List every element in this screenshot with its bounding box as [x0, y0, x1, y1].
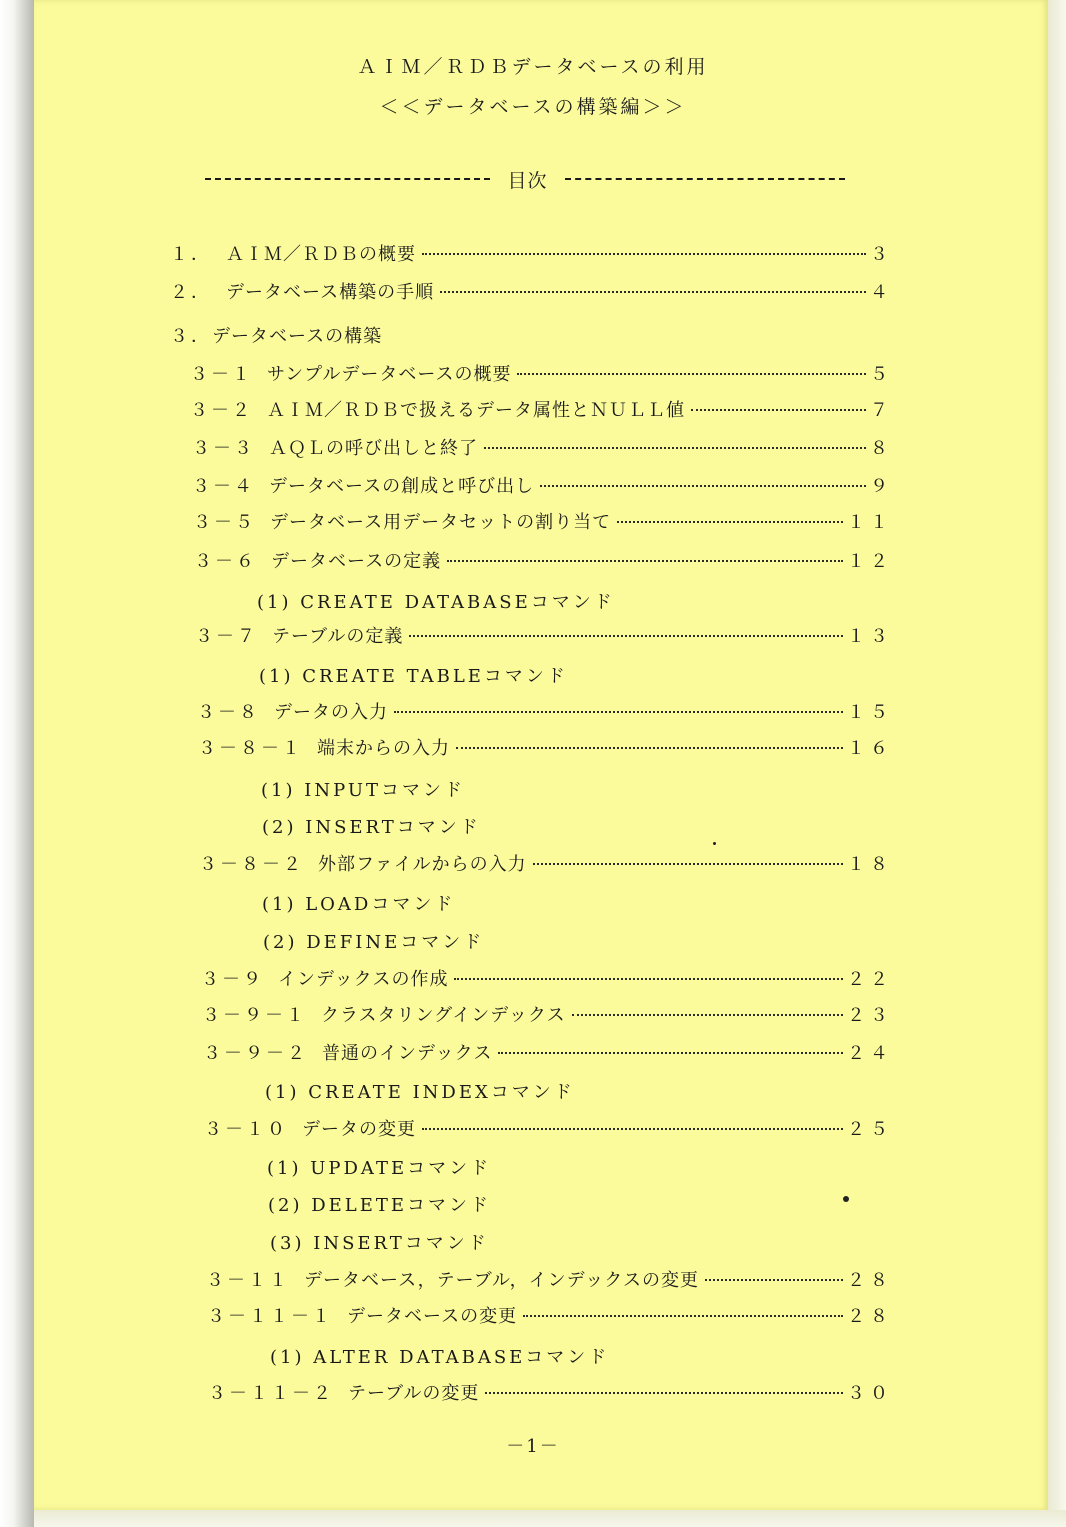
toc-entry	[201, 965, 893, 989]
toc-entry	[203, 1039, 893, 1063]
toc-entry-page: １８	[847, 854, 893, 875]
toc-entry-page: ９	[870, 476, 893, 497]
toc-entry-label: データベースの構築	[212, 326, 383, 347]
toc-dot-leader	[617, 521, 843, 523]
toc-entry	[198, 734, 893, 758]
toc-entry-page: ３	[870, 244, 893, 265]
toc-dot-leader	[422, 1128, 843, 1130]
toc-entry-number: ３－１０	[204, 1119, 288, 1140]
toc-entry	[170, 278, 893, 302]
toc-entry	[195, 622, 893, 646]
page-number: －1－	[506, 1436, 560, 1457]
toc-entry-label: (1) INPUTコマンド	[261, 780, 466, 801]
toc-entry	[270, 1343, 609, 1367]
toc-entry	[190, 396, 893, 420]
document-title: ＡＩＭ／ＲＤＢデータベースの利用	[357, 56, 709, 78]
toc-entry-label: インデックスの作成	[278, 969, 449, 990]
toc-dot-leader	[394, 711, 843, 713]
toc-entry-page: ５	[870, 364, 893, 385]
toc-entry-label: 外部ファイルからの入力	[318, 854, 527, 875]
toc-entry-number: ３－９－２	[203, 1043, 308, 1064]
toc-entry-label: (1) LOADコマンド	[262, 894, 456, 915]
toc-entry	[193, 508, 893, 532]
toc-entry-number: ３－１１	[206, 1270, 290, 1291]
toc-entry	[262, 890, 455, 914]
toc-entry-page: ８	[870, 438, 893, 459]
toc-dot-leader	[454, 978, 843, 980]
toc-entry-label: データの入力	[274, 702, 388, 723]
toc-entry-label: ＡＩＭ／ＲＤＢで扱えるデータ属性とＮＵＬＬ値	[267, 400, 685, 421]
toc-entry-label: ＡＱＬの呼び出しと終了	[269, 438, 478, 459]
toc-entry-label: (1) UPDATEコマンド	[267, 1158, 492, 1179]
scan-speck	[713, 842, 716, 845]
toc-entry-number: ３－６	[194, 551, 257, 572]
toc-entry-number: １．	[170, 244, 212, 265]
toc-dot-leader	[540, 485, 866, 487]
toc-entry-number: ３－１１－１	[207, 1306, 333, 1327]
toc-entry-page: １２	[847, 551, 893, 572]
scan-speck	[843, 1196, 849, 1202]
toc-entry-label: (2) DEFINEコマンド	[263, 932, 485, 953]
toc-entry-page: １１	[847, 512, 893, 533]
toc-entry	[263, 928, 484, 952]
toc-entry-label: クラスタリングインデックス	[321, 1005, 566, 1026]
toc-entry-number: ２．	[170, 282, 212, 303]
toc-entry-label: データベースの創成と呼び出し	[269, 476, 535, 497]
toc-entry-number: ３－２	[190, 400, 253, 421]
toc-entry-label: 端末からの入力	[317, 738, 450, 759]
toc-dot-leader	[517, 373, 866, 375]
toc-entry-number: ３－７	[195, 626, 258, 647]
toc-dot-leader	[440, 291, 866, 293]
toc-dot-leader	[447, 560, 843, 562]
toc-entry	[261, 776, 465, 800]
toc-dot-leader	[484, 447, 866, 449]
toc-entry	[268, 1191, 491, 1215]
toc-entry-label: テーブルの変更	[348, 1383, 480, 1404]
toc-entry-number: ３－８－１	[198, 738, 303, 759]
toc-entry	[265, 1078, 575, 1102]
toc-entry-page: ４	[870, 282, 893, 303]
toc-entry-page: ２２	[847, 969, 893, 990]
toc-dot-leader	[533, 863, 843, 865]
toc-entry-page: ２８	[847, 1270, 893, 1291]
toc-entry-label: データベース用データセットの割り当て	[270, 512, 612, 533]
toc-entry-page: ７	[870, 400, 893, 421]
toc-entry	[262, 813, 481, 837]
toc-entry	[206, 1266, 893, 1290]
toc-entry	[267, 1154, 491, 1178]
toc-entry-number: ３．	[170, 326, 212, 347]
toc-entry-number: ３－８－２	[199, 854, 304, 875]
toc-entry	[190, 360, 893, 384]
toc-entry	[270, 1229, 489, 1253]
toc-entry	[170, 322, 382, 346]
toc-dot-leader	[523, 1315, 843, 1317]
toc-entry-label: (1) CREATE INDEXコマンド	[265, 1082, 575, 1103]
toc-entry-page: ２８	[847, 1306, 893, 1327]
toc-entry-label: データベース構築の手順	[226, 282, 435, 303]
toc-entry-number: ３－５	[193, 512, 256, 533]
toc-entry-label: データベース，テーブル，インデックスの変更	[304, 1270, 700, 1291]
toc-dot-leader	[498, 1052, 843, 1054]
toc-entry-number: ３－９	[201, 969, 264, 990]
toc-dot-leader	[705, 1279, 843, 1281]
toc-entry-label: ＡＩＭ／ＲＤＢの概要	[226, 244, 416, 265]
toc-dot-leader	[456, 747, 843, 749]
toc-dot-leader	[691, 409, 866, 411]
toc-entry-page: １５	[847, 702, 893, 723]
toc-entry	[204, 1115, 893, 1139]
toc-dot-leader	[422, 253, 866, 255]
toc-entry-label: データの変更	[302, 1119, 416, 1140]
toc-entry	[192, 434, 893, 458]
toc-entry-number: ３－１	[190, 364, 253, 385]
toc-entry-label: データベースの変更	[347, 1306, 518, 1327]
toc-entry-label: 普通のインデックス	[322, 1043, 493, 1064]
toc-entry-label: (1) CREATE TABLEコマンド	[259, 666, 568, 687]
toc-entry-number: ３－８	[197, 702, 260, 723]
toc-entry-label: (1) ALTER DATABASEコマンド	[270, 1347, 610, 1368]
toc-entry-page: １３	[847, 626, 893, 647]
toc-entry	[192, 472, 893, 496]
toc-entry-label: テーブルの定義	[272, 626, 404, 647]
toc-entry-label: (2) DELETEコマンド	[268, 1195, 492, 1216]
toc-entry	[202, 1001, 893, 1025]
toc-entry	[257, 588, 615, 612]
toc-heading-label: 目次	[507, 170, 548, 192]
toc-entry-label: (2) INSERTコマンド	[262, 817, 481, 838]
toc-entry-number: ３－４	[192, 476, 255, 497]
toc-entry	[199, 850, 893, 874]
toc-entry-label: (1) CREATE DATABASEコマンド	[257, 592, 615, 613]
toc-entry-number: ３－１１－２	[208, 1383, 334, 1404]
toc-entry-page: ２５	[847, 1119, 893, 1140]
toc-entry	[194, 547, 893, 571]
toc-entry-number: ３－９－１	[202, 1005, 307, 1026]
toc-entry-page: ２３	[847, 1005, 893, 1026]
toc-entry	[197, 698, 893, 722]
toc-dot-leader	[409, 635, 843, 637]
toc-entry-label: (3) INSERTコマンド	[270, 1233, 489, 1254]
toc-entry-label: データベースの定義	[271, 551, 442, 572]
toc-entry	[259, 662, 568, 686]
toc-entry	[207, 1302, 893, 1326]
document-subtitle: ＜＜データベースの構築編＞＞	[379, 96, 687, 118]
toc-entry-page: １６	[847, 738, 893, 759]
toc-dot-leader	[485, 1392, 843, 1394]
toc-dot-leader	[572, 1014, 843, 1016]
toc-entry-label: サンプルデータベースの概要	[267, 364, 512, 385]
toc-entry-page: ３０	[847, 1383, 893, 1404]
page-edge-bottom	[34, 1510, 1066, 1527]
toc-entry	[170, 240, 893, 264]
toc-entry	[208, 1379, 893, 1403]
toc-entry-page: ２４	[847, 1043, 893, 1064]
toc-entry-number: ３－３	[192, 438, 255, 459]
